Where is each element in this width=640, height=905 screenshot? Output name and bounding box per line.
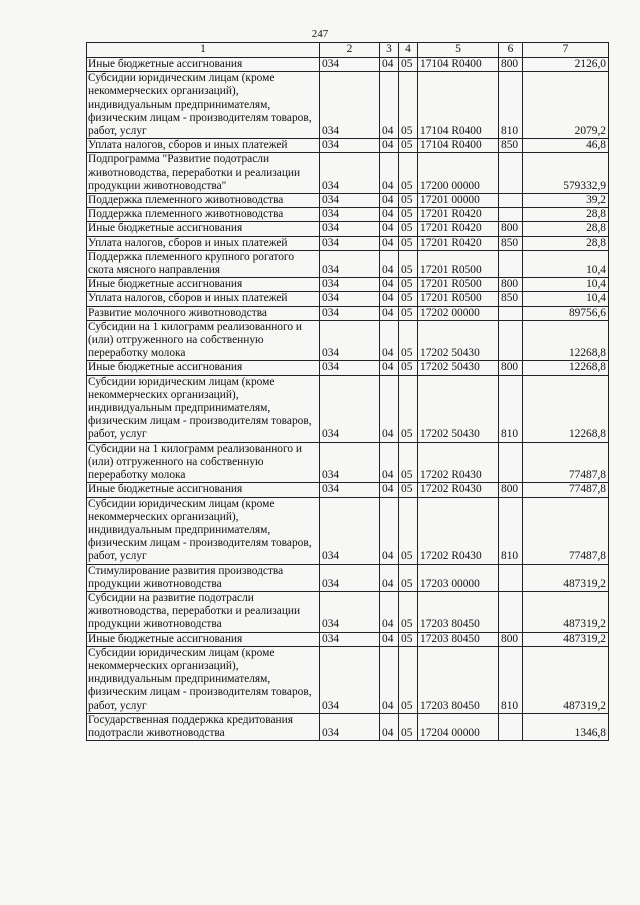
- row-name: Иные бюджетные ассигнования: [87, 632, 320, 646]
- row-amount: 2079,2: [523, 72, 609, 139]
- row-section-code: 04: [380, 713, 399, 740]
- row-target-code: 17202 R0430: [418, 442, 499, 483]
- row-section-code: 04: [380, 208, 399, 222]
- row-ved-code: 034: [320, 632, 380, 646]
- row-amount: 10,4: [523, 250, 609, 277]
- col-header-3: 3: [380, 43, 399, 58]
- row-target-code: 17201 R0420: [418, 236, 499, 250]
- table-row: [87, 236, 609, 250]
- row-amount: 77487,8: [523, 442, 609, 483]
- col-header-1: 1: [87, 43, 320, 58]
- row-name: Поддержка племенного крупного рогатого скота мясного направления: [87, 250, 320, 277]
- row-target-code: 17202 00000: [418, 306, 499, 320]
- row-expense-type-code: 810: [499, 72, 523, 139]
- row-section-code: 04: [380, 320, 399, 361]
- row-ved-code: 034: [320, 250, 380, 277]
- row-name: Субсидии юридическим лицам (кроме некоммерческих организаций), индивидуальным предпринимателям, физическим лицам - производителям товаров, работ, услуг: [87, 646, 320, 713]
- row-expense-type-code: 800: [499, 278, 523, 292]
- row-amount: 39,2: [523, 194, 609, 208]
- row-ved-code: 034: [320, 292, 380, 306]
- header-row: [87, 43, 609, 58]
- row-target-code: 17104 R0400: [418, 72, 499, 139]
- table-row: [87, 483, 609, 497]
- row-ved-code: 034: [320, 564, 380, 591]
- table-row: [87, 713, 609, 740]
- row-amount: 10,4: [523, 278, 609, 292]
- row-section-code: 04: [380, 292, 399, 306]
- row-expense-type-code: [499, 306, 523, 320]
- row-section-code: 04: [380, 497, 399, 564]
- table-row: [87, 497, 609, 564]
- row-expense-type-code: 800: [499, 632, 523, 646]
- row-amount: 487319,2: [523, 564, 609, 591]
- table-row: [87, 646, 609, 713]
- row-subsection-code: 05: [399, 375, 418, 442]
- row-name: Уплата налогов, сборов и иных платежей: [87, 139, 320, 153]
- table-row: [87, 278, 609, 292]
- row-target-code: 17203 80450: [418, 591, 499, 632]
- row-ved-code: 034: [320, 375, 380, 442]
- table-row: [87, 564, 609, 591]
- row-target-code: 17200 00000: [418, 153, 499, 194]
- row-expense-type-code: 850: [499, 236, 523, 250]
- table-row: [87, 375, 609, 442]
- row-subsection-code: 05: [399, 646, 418, 713]
- row-section-code: 04: [380, 306, 399, 320]
- row-section-code: 04: [380, 153, 399, 194]
- row-name: Субсидии юридическим лицам (кроме некоммерческих организаций), индивидуальным предпринимателям, физическим лицам - производителям товаров, работ, услуг: [87, 72, 320, 139]
- table-row: [87, 442, 609, 483]
- row-amount: 12268,8: [523, 375, 609, 442]
- row-name: Подпрограмма "Развитие подотрасли животноводства, переработки и реализации продукции животноводства": [87, 153, 320, 194]
- row-target-code: 17202 50430: [418, 375, 499, 442]
- row-section-code: 04: [380, 591, 399, 632]
- row-name: Иные бюджетные ассигнования: [87, 222, 320, 236]
- row-name: Уплата налогов, сборов и иных платежей: [87, 236, 320, 250]
- row-expense-type-code: [499, 564, 523, 591]
- table-row: [87, 58, 609, 72]
- row-ved-code: 034: [320, 139, 380, 153]
- row-name: Поддержка племенного животноводства: [87, 208, 320, 222]
- row-target-code: 17203 80450: [418, 632, 499, 646]
- row-amount: 28,8: [523, 208, 609, 222]
- row-section-code: 04: [380, 194, 399, 208]
- row-amount: 89756,6: [523, 306, 609, 320]
- table-row: [87, 591, 609, 632]
- row-expense-type-code: 810: [499, 646, 523, 713]
- row-expense-type-code: 800: [499, 222, 523, 236]
- row-section-code: 04: [380, 361, 399, 375]
- row-ved-code: 034: [320, 194, 380, 208]
- row-ved-code: 034: [320, 236, 380, 250]
- row-subsection-code: 05: [399, 194, 418, 208]
- row-ved-code: 034: [320, 153, 380, 194]
- row-section-code: 04: [380, 442, 399, 483]
- row-ved-code: 034: [320, 442, 380, 483]
- row-ved-code: 034: [320, 713, 380, 740]
- row-target-code: 17203 80450: [418, 646, 499, 713]
- row-section-code: 04: [380, 250, 399, 277]
- page-number: 247: [311, 28, 329, 40]
- table-row: [87, 194, 609, 208]
- row-amount: 1346,8: [523, 713, 609, 740]
- row-subsection-code: 05: [399, 361, 418, 375]
- table-row: [87, 361, 609, 375]
- table-row: [87, 72, 609, 139]
- row-expense-type-code: 800: [499, 483, 523, 497]
- row-name: Иные бюджетные ассигнования: [87, 278, 320, 292]
- row-subsection-code: 05: [399, 236, 418, 250]
- row-subsection-code: 05: [399, 72, 418, 139]
- row-target-code: 17202 R0430: [418, 483, 499, 497]
- row-amount: 2126,0: [523, 58, 609, 72]
- row-target-code: 17201 00000: [418, 194, 499, 208]
- row-amount: 12268,8: [523, 361, 609, 375]
- row-target-code: 17201 R0420: [418, 208, 499, 222]
- table-row: [87, 139, 609, 153]
- row-ved-code: 034: [320, 278, 380, 292]
- col-header-2: 2: [320, 43, 380, 58]
- row-ved-code: 034: [320, 361, 380, 375]
- row-target-code: 17104 R0400: [418, 58, 499, 72]
- table-row: [87, 632, 609, 646]
- row-section-code: 04: [380, 564, 399, 591]
- row-amount: 487319,2: [523, 632, 609, 646]
- row-expense-type-code: [499, 194, 523, 208]
- row-section-code: 04: [380, 222, 399, 236]
- row-expense-type-code: 800: [499, 58, 523, 72]
- row-subsection-code: 05: [399, 250, 418, 277]
- row-subsection-code: 05: [399, 222, 418, 236]
- row-subsection-code: 05: [399, 497, 418, 564]
- row-expense-type-code: 850: [499, 292, 523, 306]
- row-name: Субсидии юридическим лицам (кроме некоммерческих организаций), индивидуальным предпринимателям, физическим лицам - производителям товаров, работ, услуг: [87, 375, 320, 442]
- row-ved-code: 034: [320, 208, 380, 222]
- row-subsection-code: 05: [399, 306, 418, 320]
- row-subsection-code: 05: [399, 564, 418, 591]
- row-amount: 28,8: [523, 236, 609, 250]
- row-name: Иные бюджетные ассигнования: [87, 58, 320, 72]
- row-target-code: 17201 R0420: [418, 222, 499, 236]
- row-section-code: 04: [380, 646, 399, 713]
- row-name: Уплата налогов, сборов и иных платежей: [87, 292, 320, 306]
- row-target-code: 17204 00000: [418, 713, 499, 740]
- row-target-code: 17201 R0500: [418, 292, 499, 306]
- row-section-code: 04: [380, 278, 399, 292]
- row-subsection-code: 05: [399, 58, 418, 72]
- row-subsection-code: 05: [399, 442, 418, 483]
- row-subsection-code: 05: [399, 139, 418, 153]
- row-ved-code: 034: [320, 497, 380, 564]
- col-header-7: 7: [523, 43, 609, 58]
- row-ved-code: 034: [320, 646, 380, 713]
- budget-table: [86, 42, 609, 741]
- row-name: Субсидии на 1 килограмм реализованного и (или) отгруженного на собственную переработку молока: [87, 320, 320, 361]
- row-expense-type-code: [499, 153, 523, 194]
- row-name: Стимулирование развития производства продукции животноводства: [87, 564, 320, 591]
- col-header-5: 5: [418, 43, 499, 58]
- row-section-code: 04: [380, 72, 399, 139]
- col-header-4: 4: [399, 43, 418, 58]
- table-row: [87, 153, 609, 194]
- row-subsection-code: 05: [399, 278, 418, 292]
- row-ved-code: 034: [320, 222, 380, 236]
- row-ved-code: 034: [320, 591, 380, 632]
- row-expense-type-code: 810: [499, 375, 523, 442]
- table-row: [87, 222, 609, 236]
- row-subsection-code: 05: [399, 292, 418, 306]
- table-row: [87, 250, 609, 277]
- row-section-code: 04: [380, 236, 399, 250]
- row-amount: 10,4: [523, 292, 609, 306]
- row-expense-type-code: 800: [499, 361, 523, 375]
- row-subsection-code: 05: [399, 483, 418, 497]
- row-subsection-code: 05: [399, 591, 418, 632]
- row-expense-type-code: [499, 713, 523, 740]
- row-amount: 77487,8: [523, 497, 609, 564]
- table-row: [87, 292, 609, 306]
- row-ved-code: 034: [320, 483, 380, 497]
- row-target-code: 17203 00000: [418, 564, 499, 591]
- row-name: Развитие молочного животноводства: [87, 306, 320, 320]
- row-expense-type-code: [499, 320, 523, 361]
- row-target-code: 17201 R0500: [418, 278, 499, 292]
- row-expense-type-code: [499, 208, 523, 222]
- row-target-code: 17202 50430: [418, 361, 499, 375]
- row-target-code: 17201 R0500: [418, 250, 499, 277]
- row-name: Поддержка племенного животноводства: [87, 194, 320, 208]
- row-target-code: 17202 50430: [418, 320, 499, 361]
- col-header-6: 6: [499, 43, 523, 58]
- row-section-code: 04: [380, 632, 399, 646]
- row-name: Иные бюджетные ассигнования: [87, 483, 320, 497]
- row-target-code: 17104 R0400: [418, 139, 499, 153]
- row-amount: 579332,9: [523, 153, 609, 194]
- row-name: Иные бюджетные ассигнования: [87, 361, 320, 375]
- row-ved-code: 034: [320, 306, 380, 320]
- row-amount: 487319,2: [523, 646, 609, 713]
- row-expense-type-code: 850: [499, 139, 523, 153]
- row-subsection-code: 05: [399, 153, 418, 194]
- row-expense-type-code: [499, 442, 523, 483]
- row-expense-type-code: [499, 591, 523, 632]
- row-name: Субсидии юридическим лицам (кроме некоммерческих организаций), индивидуальным предпринимателям, физическим лицам - производителям товаров, работ, услуг: [87, 497, 320, 564]
- row-name: Субсидии на развитие подотрасли животноводства, переработки и реализации продукции животноводства: [87, 591, 320, 632]
- row-amount: 28,8: [523, 222, 609, 236]
- row-subsection-code: 05: [399, 320, 418, 361]
- row-ved-code: 034: [320, 320, 380, 361]
- row-subsection-code: 05: [399, 632, 418, 646]
- row-subsection-code: 05: [399, 713, 418, 740]
- table-row: [87, 306, 609, 320]
- row-ved-code: 034: [320, 72, 380, 139]
- row-name: Субсидии на 1 килограмм реализованного и (или) отгруженного на собственную переработку молока: [87, 442, 320, 483]
- row-name: Государственная поддержка кредитования подотрасли животноводства: [87, 713, 320, 740]
- row-ved-code: 034: [320, 58, 380, 72]
- row-section-code: 04: [380, 139, 399, 153]
- row-expense-type-code: 810: [499, 497, 523, 564]
- row-section-code: 04: [380, 58, 399, 72]
- row-target-code: 17202 R0430: [418, 497, 499, 564]
- row-section-code: 04: [380, 375, 399, 442]
- row-amount: 487319,2: [523, 591, 609, 632]
- row-expense-type-code: [499, 250, 523, 277]
- row-section-code: 04: [380, 483, 399, 497]
- row-amount: 77487,8: [523, 483, 609, 497]
- row-amount: 46,8: [523, 139, 609, 153]
- row-subsection-code: 05: [399, 208, 418, 222]
- table-row: [87, 320, 609, 361]
- table-row: [87, 208, 609, 222]
- row-amount: 12268,8: [523, 320, 609, 361]
